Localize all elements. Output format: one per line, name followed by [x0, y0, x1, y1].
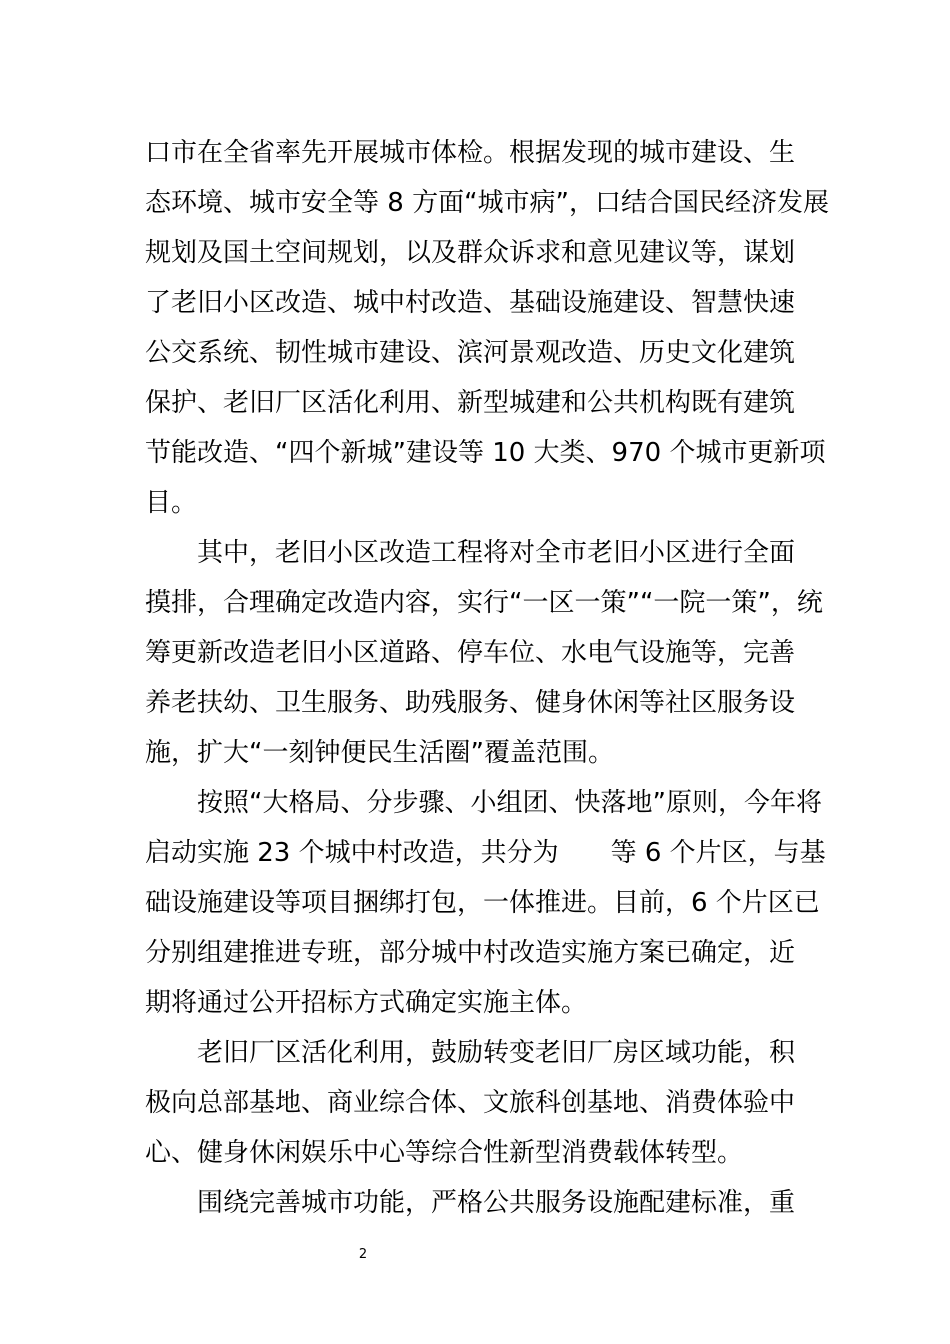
text-line: 分别组建推进专班，部分城中村改造实施方案已确定，近: [145, 938, 796, 968]
text-line: 目。: [145, 488, 198, 518]
text-line: 启动实施 23 个城中村改造，共分为 等 6 个片区，与基: [145, 838, 826, 868]
text-line: 础设施建设等项目捆绑打包，一体推进。目前，6 个片区已: [145, 888, 820, 918]
text-line: 施，扩大“一刻钟便民生活圈”覆盖范围。: [145, 738, 614, 768]
text-line: 公交系统、韧性城市建设、滨河景观改造、历史文化建筑: [145, 338, 796, 368]
text-line: 筹更新改造老旧小区道路、停车位、水电气设施等，完善: [145, 638, 796, 668]
document-body: [145, 128, 830, 1228]
text-line: 口市在全省率先开展城市体检。根据发现的城市建设、生: [145, 138, 796, 168]
text-line: 规划及国土空间规划，以及群众诉求和意见建议等，谋划: [145, 238, 796, 268]
paragraph-start-line: 围绕完善城市功能，严格公共服务设施配建标准，重: [197, 1188, 796, 1218]
text-line: 摸排，合理确定改造内容，实行“一区一策”“一院一策”，统: [145, 588, 823, 618]
text-line: 态环境、城市安全等 8 方面“城市病”，口结合国民经济发展: [145, 188, 830, 218]
paragraph-start-line: 按照“大格局、分步骤、小组团、快落地”原则，今年将: [197, 788, 822, 818]
text-line: 期将通过公开招标方式确定实施主体。: [145, 988, 588, 1018]
page-number: 2: [358, 1247, 368, 1262]
text-line: 极向总部基地、商业综合体、文旅科创基地、消费体验中: [145, 1088, 796, 1118]
text-line: 养老扶幼、卫生服务、助残服务、健身休闲等社区服务设: [145, 688, 796, 718]
text-line: 保护、老旧厂区活化利用、新型城建和公共机构既有建筑: [145, 388, 796, 418]
paragraph-start-line: 老旧厂区活化利用，鼓励转变老旧厂房区域功能，积: [197, 1038, 796, 1068]
text-line: 节能改造、“四个新城”建设等 10 大类、970 个城市更新项: [145, 438, 826, 468]
text-line: 了老旧小区改造、城中村改造、基础设施建设、智慧快速: [145, 288, 796, 318]
text-line: 心、健身休闲娱乐中心等综合性新型消费载体转型。: [145, 1138, 744, 1168]
paragraph-start-line: 其中，老旧小区改造工程将对全市老旧小区进行全面: [197, 538, 796, 568]
